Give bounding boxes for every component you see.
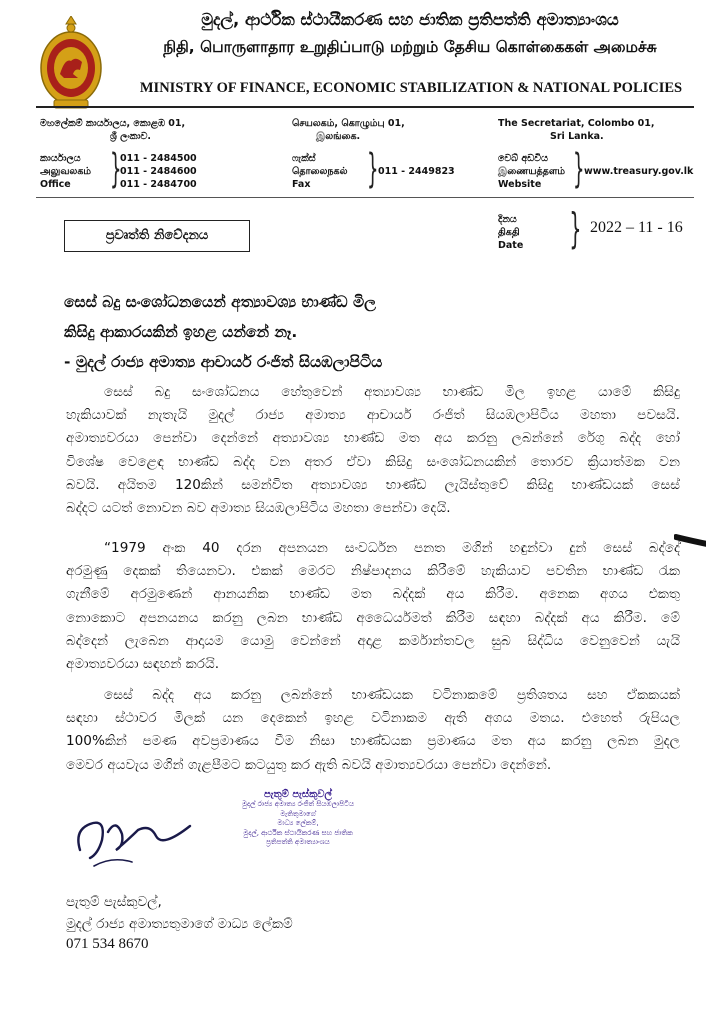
paragraph-line: මෙවර අයවැය මගින් ගැළපීමට කටයුතු කර ඇති බවයි අමාත්‍යවරයා පෙන්වා දෙන්නේ. xyxy=(66,756,552,773)
headline-line3: - මුදල් රාජ්‍ය අමාත්‍ය ආචාර්ය රංජිත් සියඹලාපිටිය xyxy=(64,353,383,371)
paragraph-line: අරමුණු දෙකක් තියෙනවා. එකක් මෙරට නිෂ්පාදනය කිරීමේ හැකියාව පවතින භාණ්ඩ රැක xyxy=(66,563,680,580)
paragraph-line: නොකොට අපනයනය කරනු ලබන භාණ්ඩ අධෛර්යමත් කිරීම සඳහා බද්දක් අය කිරීම. මේ xyxy=(66,609,680,626)
paragraph-line: අමාත්‍යවරයා සඳහන් කරයි. xyxy=(66,656,220,673)
date-label-tamil: திகதி xyxy=(498,227,520,238)
pen-mark xyxy=(674,533,706,547)
date-label-english: Date xyxy=(498,240,524,251)
paragraph-line: සඳහා ස්ථාවර මිලක් යන දෙකෙන් ඉහළ වටිනාකම ඇති අගය මතය. එහෙත් රුපියල xyxy=(66,710,680,727)
paragraph-line: සෙස් බදු සංශෝධනය හේතුවෙන් අත්‍යාවශ්‍ය භාණ්ඩ මිල ඉහළ යාමේ කිසිදු xyxy=(104,384,680,400)
office-label-english: Office xyxy=(40,179,71,190)
sri-lanka-emblem xyxy=(38,16,104,110)
fax-number: 011 - 2449823 xyxy=(378,166,455,177)
address-english-line1: The Secretariat, Colombo 01, xyxy=(498,118,655,129)
address-tamil-line2: இலங்கை. xyxy=(316,131,361,142)
date-brace: } xyxy=(569,204,582,253)
body-paragraph-2 xyxy=(66,537,680,676)
official-stamp xyxy=(232,789,364,848)
paragraph-line: බවයි. අයිතම 120කින් සමන්විත අත්‍යාවශ්‍ය භාණ්ඩ ලැයිස්තුවේ කිසිදු භාණ්ඩයක් සෙස් xyxy=(66,476,680,493)
website-label-sinhala: වෙබ් අඩවිය xyxy=(498,153,548,164)
address-tamil-line1: செயலகம், கொழும்பு 01, xyxy=(292,118,405,129)
news-release-box: ප්‍රවෘත්ති නිවේදනය xyxy=(64,220,250,252)
date-labels xyxy=(498,213,523,252)
ministry-title-english: MINISTRY OF FINANCE, ECONOMIC STABILIZATION & NATIONAL POLICIES xyxy=(139,80,683,96)
office-label-sinhala: කාර්යාලය xyxy=(40,153,81,164)
address-sinhala-line2: ශ්‍රී ලංකාව. xyxy=(110,131,152,142)
office-label-tamil: அலுவலகம் xyxy=(40,166,92,177)
headline-line2: කිසිදු ආකාරයකින් ඉහළ යන්නේ නෑ. xyxy=(64,323,298,341)
handwritten-signature xyxy=(72,810,200,872)
website-label-tamil: இணையத்தளம் xyxy=(498,166,566,177)
date-value: 2022 – 11 - 16 xyxy=(590,219,683,236)
website-brace: } xyxy=(572,146,585,192)
paragraph-line: විශේෂ වෙළෙඳ භාණ්ඩ බද්ද වන අතර ඒවා කිසිදු සංශෝධනයකින් තොරව ක්‍රියාත්මක වන xyxy=(66,453,680,470)
address-sinhala-line1: මහලේකම් කාර්යාලය, කොළඹ 01, xyxy=(40,118,186,129)
ministry-title-sinhala: මුදල්, ආර්ථික ස්ථායීකරණ සහ ජාතික ප්‍රතිපත්ති අමාත්‍යාංශය xyxy=(201,10,619,29)
paragraph-line: ගැනීමේ අරමුණෙන් ආනයනික භාණ්ඩ මත බද්දක් අය කිරීම. අනෙක අගය එකතු xyxy=(66,586,680,603)
website-link[interactable]: www.treasury.gov.lk xyxy=(584,166,694,177)
paragraph-line: “1979 අංක 40 දරන අපනයන සංවර්ධන පනත මගින් හඳුන්වා දුන් සෙස් බද්දේ xyxy=(104,540,680,556)
body-paragraph-3 xyxy=(66,684,680,777)
office-number-1: 011 - 2484500 xyxy=(120,153,197,164)
signatory-phone: 071 534 8670 xyxy=(66,936,149,952)
stamp-line: මුදල්, ආර්ථික ස්ථායීකරණ සහ ජාතික xyxy=(243,828,353,837)
stamp-line: මුදල් රාජ්‍ය අමාත්‍ය රංජිත් සියඹලාපිටිය xyxy=(241,800,355,808)
paragraph-line: බද්දෙන් ලැබෙන ආදායම යොමු වෙන්නේ අදාළ කර්මාන්තවල සුබ සිද්ධිය වෙනුවෙන් යැයි xyxy=(66,632,680,649)
address-english-line2: Sri Lanka. xyxy=(550,131,604,142)
paragraph-line: අමාත්‍යවරයා පෙන්වා දෙන්නේ අත්‍යාවශ්‍ය භාණ්ඩ මත අය කරනු ලබන්නේ රේගු බද්ද හෝ xyxy=(66,430,680,447)
fax-label-english: Fax xyxy=(292,179,311,190)
office-number-2: 011 - 2484600 xyxy=(120,166,197,177)
contact-divider xyxy=(36,197,694,198)
office-number-3: 011 - 2484700 xyxy=(120,179,197,190)
paragraph-line: 100%කින් පමණ අවප්‍රමාණය වීම නිසා භාණ්ඩයක ප්‍රමාණය මත අය කරනු ලබන මුදල xyxy=(66,733,680,750)
fax-brace: } xyxy=(366,146,379,192)
office-brace: } xyxy=(109,146,122,192)
stamp-line: මැතිතුමාගේ xyxy=(280,809,316,818)
website-label-english: Website xyxy=(498,179,542,190)
paragraph-line: සෙස් බද්ද අය කරනු ලබන්නේ භාණ්ඩයක වටිනාකමේ ප්‍රතිශතය සහ ඒකකයක් xyxy=(104,687,680,703)
stamp-line: ප්‍රතිපත්ති අමාත්‍යාංශය xyxy=(266,838,330,846)
stamp-name: පැතුම් පැස්කුවල් xyxy=(263,789,333,800)
header-divider xyxy=(36,106,694,108)
ministry-title-tamil: நிதி, பொருளாதார உறுதிப்பாடு மற்றும் தேசிய கொள்கைகள் அமைச்சு xyxy=(163,38,657,56)
signatory-title: මුදල් රාජ්‍ය අමාත්‍යතුමාගේ මාධ්‍ය ලේකම් xyxy=(66,916,293,932)
paragraph-line: බද්දට යටත් නොවන බව අමාත්‍ය සියඹලාපිටිය මහතා පෙන්වා දෙයි. xyxy=(66,500,451,517)
body-paragraph-1 xyxy=(66,381,680,520)
stamp-line: මාධ්‍ය ලේකම්, xyxy=(277,819,319,827)
fax-label-sinhala: ෆැක්ස් xyxy=(292,153,316,164)
fax-label-tamil: தொலைநகல் xyxy=(292,166,348,177)
paragraph-line: හැකියාවක් නැතැයි මුදල් රාජ්‍ය අමාත්‍ය ආචාර්ය රංජිත් සියඹලාපිටිය මහතා පවසයි. xyxy=(66,407,680,424)
signatory-name: පැතුම් පැස්කුවල්, xyxy=(66,894,162,910)
date-label-sinhala: දිනය xyxy=(498,214,517,225)
headline-line1: සෙස් බදු සංශෝධනයෙන් අත්‍යාවශ්‍ය භාණ්ඩ මිල xyxy=(64,293,376,311)
